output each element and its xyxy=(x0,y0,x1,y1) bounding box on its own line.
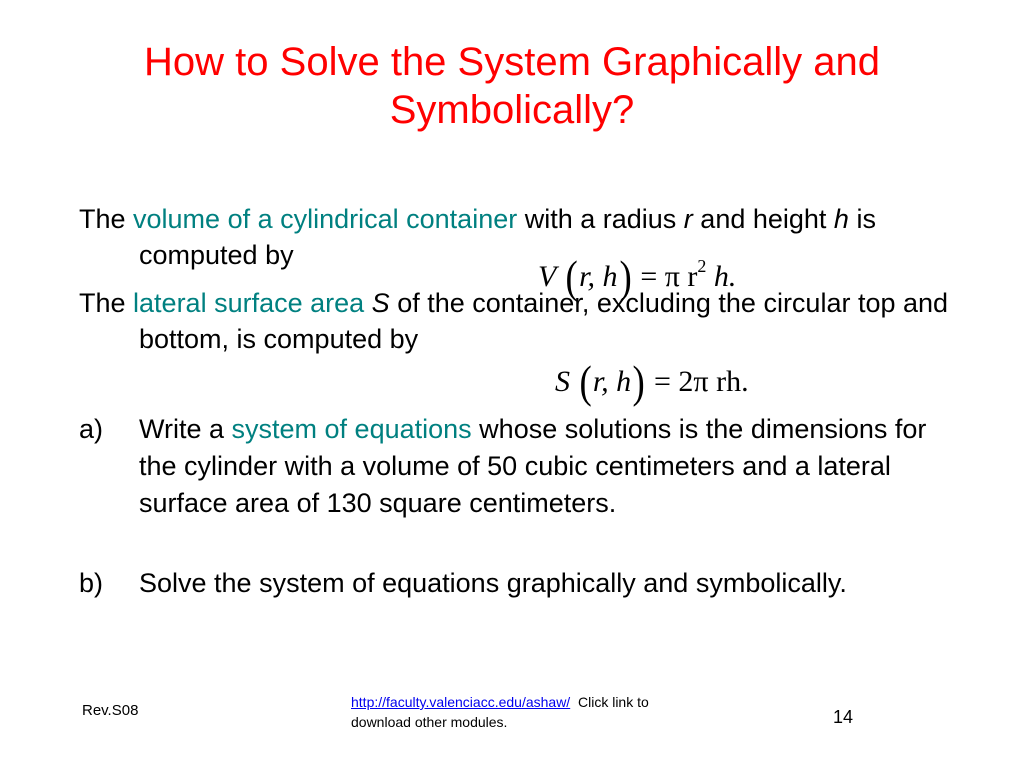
surface-variable: S xyxy=(371,288,390,318)
item-a-prefix: Write a xyxy=(139,414,232,444)
surface-formula xyxy=(555,356,749,407)
modules-link[interactable]: http://faculty.valenciacc.edu/ashaw/ xyxy=(351,694,571,710)
link-note: Click link to download other modules. xyxy=(351,694,649,730)
open-paren: ( xyxy=(565,251,578,302)
revision-label: Rev.S08 xyxy=(82,702,139,719)
volume-formula-args: r, h xyxy=(579,260,618,293)
list-content-b: Solve the system of equations graphically and symbolically. xyxy=(139,568,847,598)
radius-variable: r xyxy=(683,204,693,234)
surface-mid xyxy=(364,288,372,318)
volume-mid1: with a radius xyxy=(517,204,684,234)
volume-highlight: volume of a cylindrical container xyxy=(133,204,518,234)
volume-suffix: is computed by xyxy=(139,204,876,270)
surface-paragraph xyxy=(79,285,959,357)
surface-highlight: lateral surface area xyxy=(133,288,365,318)
volume-formula-lhs: V xyxy=(538,260,557,293)
volume-mid2: and height xyxy=(692,204,834,234)
item-a-highlight: system of equations xyxy=(231,414,472,444)
volume-formula-exponent: 2 xyxy=(697,256,707,276)
list-content-a xyxy=(139,411,959,522)
surface-formula-rhs: = 2π rh. xyxy=(654,365,749,398)
list-marker-a: a) xyxy=(79,414,104,444)
page-number: 14 xyxy=(833,707,854,727)
surface-formula-args: r, h xyxy=(592,365,632,398)
height-variable: h xyxy=(833,204,849,234)
list-item-b xyxy=(79,565,959,602)
volume-paragraph xyxy=(79,201,959,273)
list-item-a xyxy=(79,411,959,522)
footer-link-note xyxy=(351,692,681,732)
close-paren: ) xyxy=(619,251,632,302)
surface-suffix: of the container, excluding the circular top and bottom, is computed by xyxy=(139,288,949,354)
surface-formula-lhs: S xyxy=(555,365,570,398)
volume-formula-rhs: = π r xyxy=(640,260,698,293)
open-paren: ( xyxy=(579,356,592,407)
item-a-suffix: whose solutions is the dimensions for the cylinder with a volume of 50 cubic centimeters and a lateral surface area of 130 square centimeters. xyxy=(139,414,927,518)
slide-title: How to Solve the System Graphically and Symbolically? xyxy=(144,40,880,132)
list-marker-b: b) xyxy=(79,568,104,598)
close-paren: ) xyxy=(632,356,645,407)
volume-formula-tail: h. xyxy=(713,260,737,293)
surface-prefix: The xyxy=(79,288,134,318)
volume-prefix: The xyxy=(79,204,134,234)
